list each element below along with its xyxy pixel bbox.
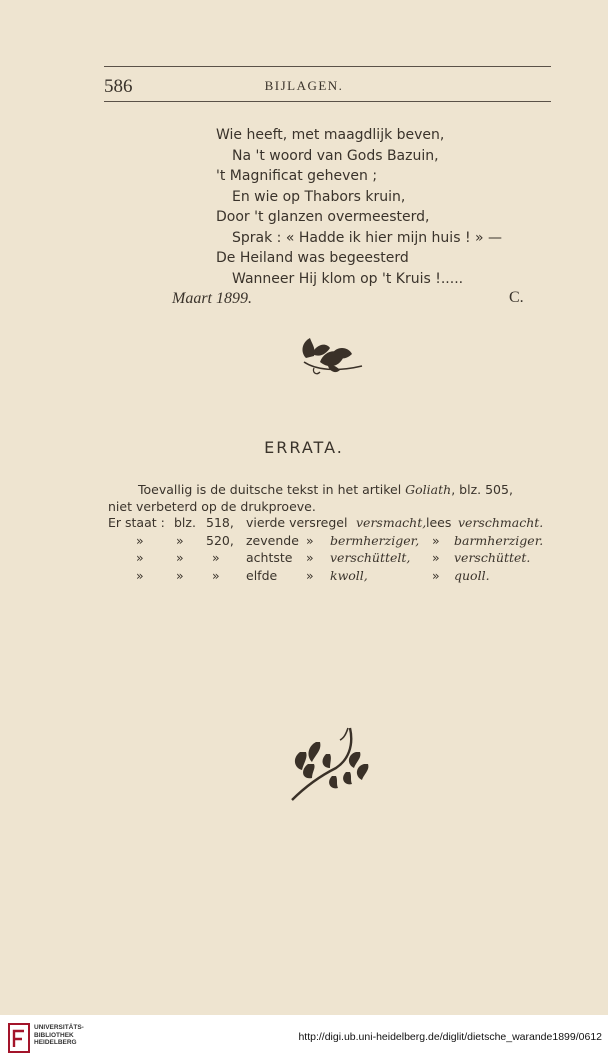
header-rule-bottom: [104, 101, 551, 102]
article-title: Goliath: [405, 482, 452, 497]
poem-line: 't Magnificat geheven ;: [216, 168, 378, 184]
poem: [216, 125, 502, 289]
poem-line: De Heiland was begeesterd: [216, 250, 409, 266]
running-title: BIJLAGEN.: [264, 78, 344, 93]
poem-line: Sprak : « Hadde ik hier mijn huis ! » —: [232, 229, 503, 246]
leaf-ornament-icon: [296, 332, 368, 378]
poem-line: Wanneer Hij klom op 't Kruis !.....: [232, 270, 464, 287]
errata-intro-line: Toevallig is de duitsche tekst in het artikel Goliath, blz. 505,: [138, 482, 513, 497]
errata-intro: [108, 481, 558, 515]
oak-branch-ornament-icon: [286, 724, 386, 804]
library-logo-icon: [8, 1023, 30, 1053]
page-number: 586: [104, 76, 133, 97]
errata-intro-line: niet verbeterd op de drukproeve.: [108, 499, 316, 514]
poem-line: Door 't glanzen overmeesterd,: [216, 209, 430, 225]
source-url-link[interactable]: http://digi.ub.uni-heidelberg.de/diglit/dietsche_warande1899/0612: [298, 1031, 602, 1043]
poem-signature: C.: [509, 289, 524, 306]
errata-title: ERRATA.: [264, 438, 344, 457]
poem-line: En wie op Thabors kruin,: [232, 188, 406, 205]
library-name: UNIVERSITÄTS- BIBLIOTHEK HEIDELBERG: [34, 1024, 84, 1046]
poem-line: Wie heeft, met maagdlijk beven,: [216, 127, 445, 143]
header-rule-top: [104, 66, 551, 67]
poem-line: Na 't woord van Gods Bazuin,: [232, 147, 439, 164]
poem-date: Maart 1899.: [172, 290, 252, 307]
